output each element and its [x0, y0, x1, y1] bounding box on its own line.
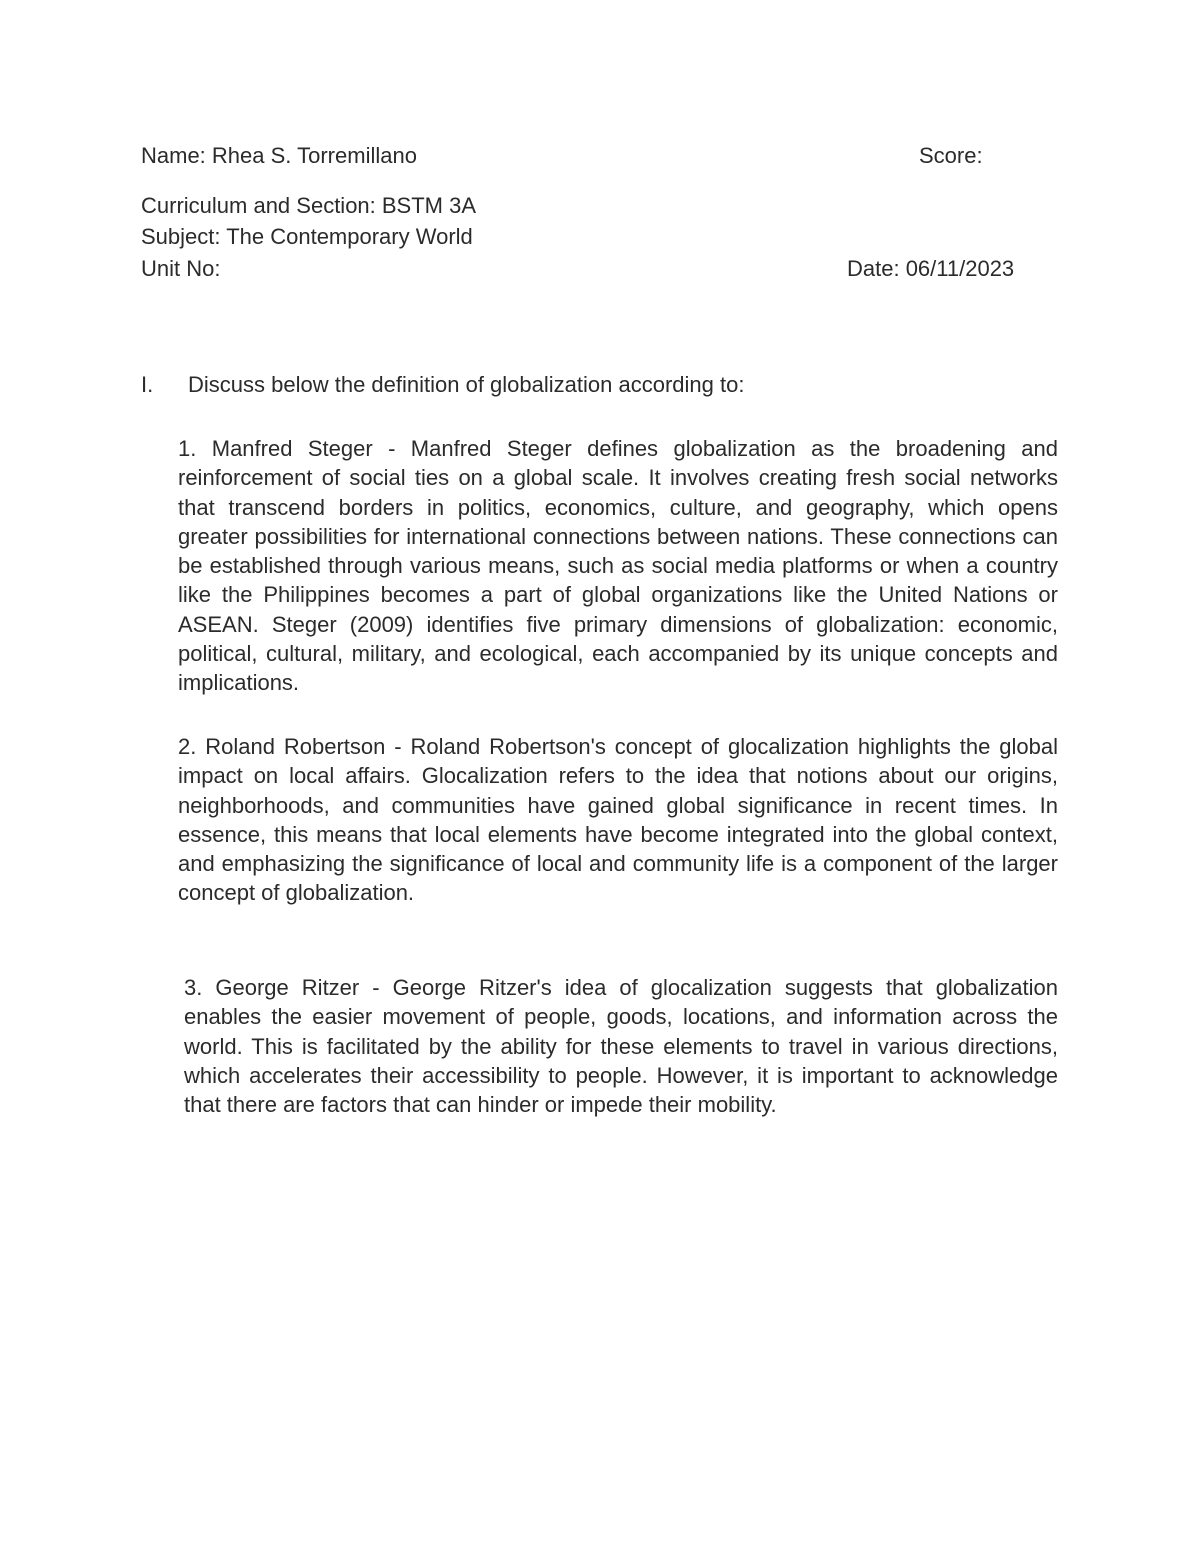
unit-number: Unit No: [141, 256, 221, 281]
answer-robertson: 2. Roland Robertson - Roland Robertson's concept of glocalization highlights the global impact on local affairs. Glocalization refers to the idea that notions about our origins, neighborhoods, and communities have gained global significance in recent times. In essence, this means that local elements have become integrated into the global context, and emphasizing the significance of local and community life is a component of the larger concept of globalization. [178, 734, 1058, 906]
curriculum-section: Curriculum and Section: BSTM 3A [141, 193, 477, 218]
score-label: Score: [919, 143, 983, 168]
student-name: Name: Rhea S. Torremillano [141, 143, 417, 168]
answer-steger: 1. Manfred Steger - Manfred Steger defines globalization as the broadening and reinforcement of social ties on a global scale. It involves creating fresh social networks that transcend borders in politics, economics, culture, and geography, which opens greater possibilities for international connections between nations. These connections can be established through various means, such as social media platforms or when a country like the Philippines becomes a part of global organizations like the United Nations or ASEAN. Steger (2009) identifies five primary dimensions of globalization: economic, political, cultural, military, and ecological, each accompanied by its unique concepts and implications. [178, 436, 1058, 696]
question-text: Discuss below the definition of globalization according to: [188, 372, 745, 397]
question-number: I. [141, 372, 154, 397]
subject: Subject: The Contemporary World [141, 224, 473, 249]
date: Date: 06/11/2023 [847, 256, 1015, 281]
answer-ritzer: 3. George Ritzer - George Ritzer's idea of glocalization suggests that globalization enables the easier movement of people, goods, locations, and information across the world. This is facilitated by the ability for these elements to travel in various directions, which accelerates their accessibility to people. However, it is important to acknowledge that there are factors that can hinder or impede their mobility. [184, 975, 1058, 1118]
